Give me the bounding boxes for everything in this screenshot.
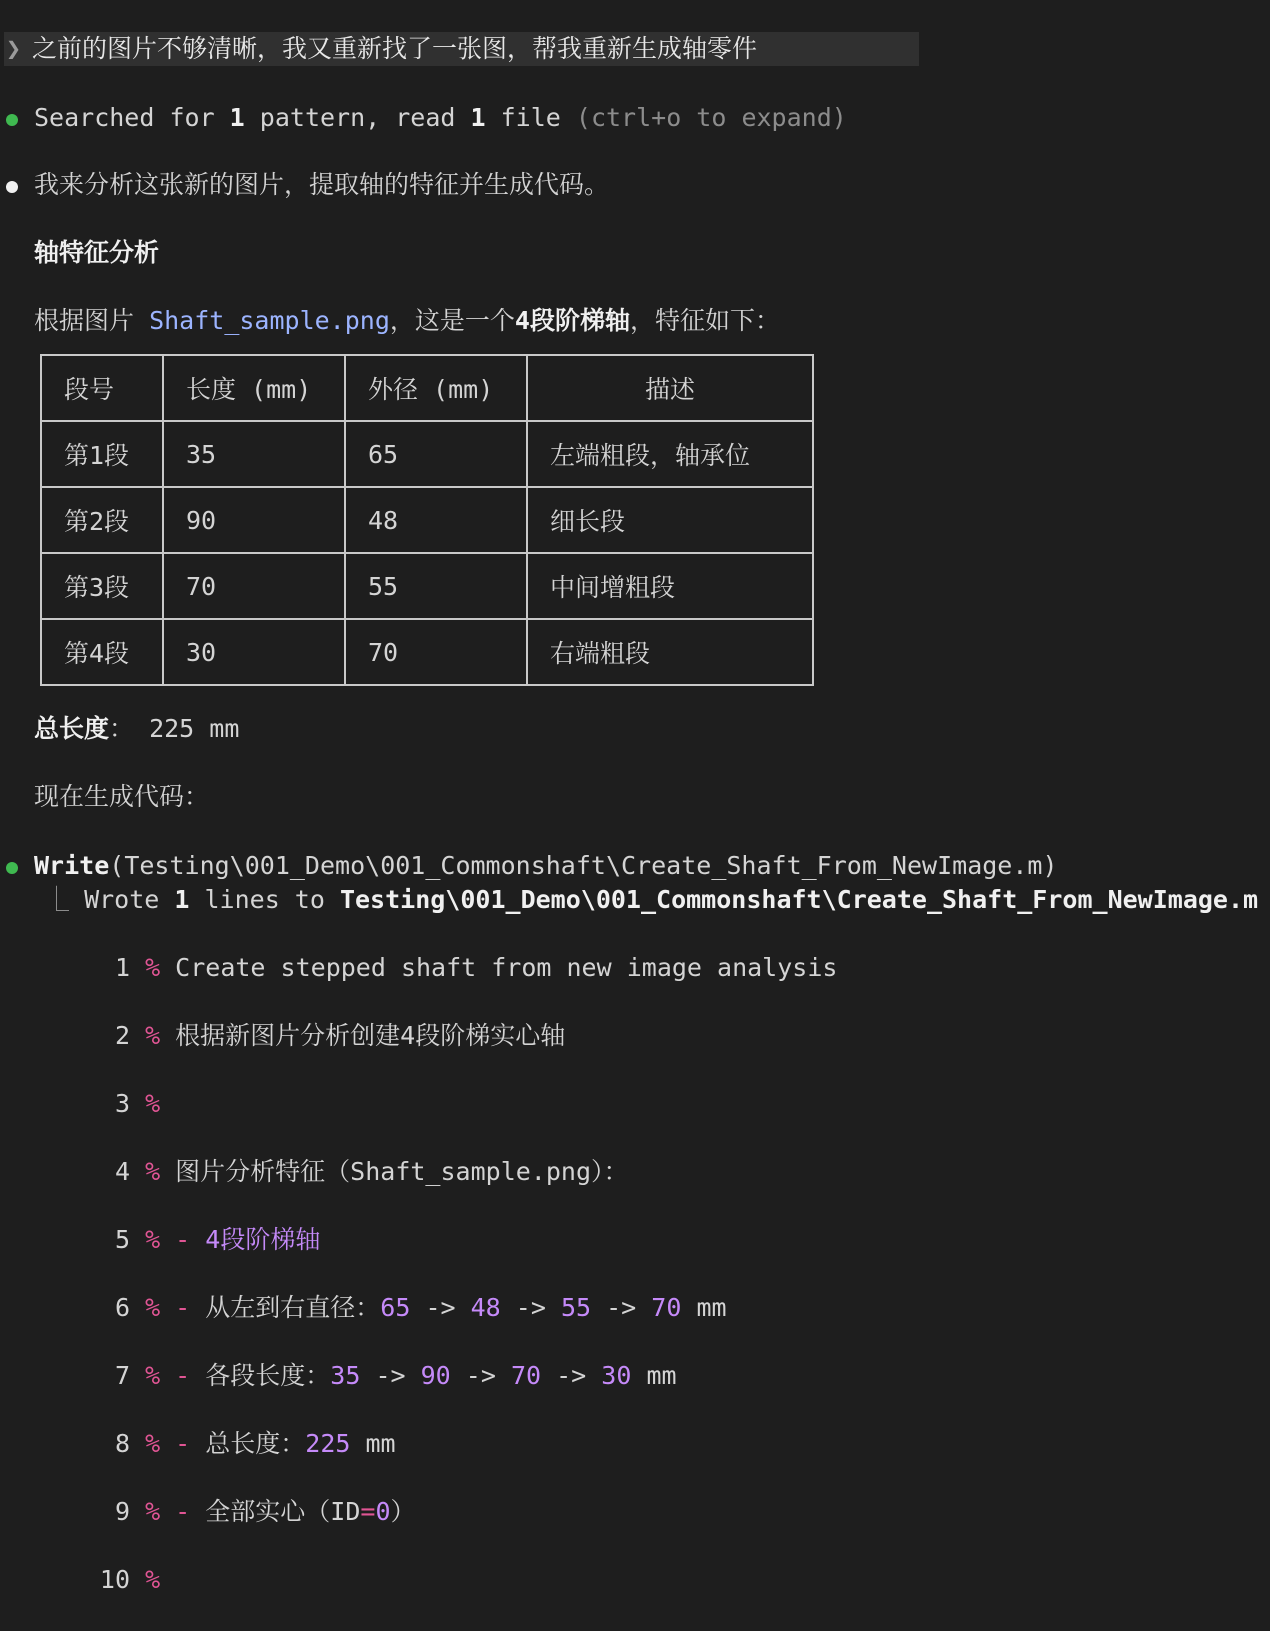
code-line: 2 % 根据新图片分析创建4段阶梯实心轴 <box>114 1021 566 1050</box>
table-row: 第4段 30 70 右端粗段 <box>41 619 813 685</box>
table-row: 第3段 70 55 中间增粗段 <box>41 553 813 619</box>
code-line: 9 % - 全部实心（ID=0） <box>114 1497 416 1526</box>
code-line: 7 % - 各段长度：35 -> 90 -> 70 -> 30 mm <box>114 1361 677 1390</box>
expand-hint: (ctrl+o to expand) <box>575 103 847 132</box>
description-line: 根据图片 Shaft_sample.png，这是一个4段阶梯轴，特征如下： <box>34 306 780 335</box>
write-result-line: ⎿ Wrote 1 lines to Testing\001_Demo\001_Commonshaft\Create_Shaft_From_NewImage.m <box>44 885 1259 914</box>
section-heading: 轴特征分析 <box>34 238 160 267</box>
prompt-text: 之前的图片不够清晰，我又重新找了一张图，帮我重新生成轴零件 <box>32 34 758 63</box>
code-preview <box>94 917 837 1631</box>
table-row: 第1段 35 65 左端粗段，轴承位 <box>41 421 813 487</box>
code-line: 10 % <box>99 1565 161 1594</box>
code-line: 5 % - 4段阶梯轴 <box>114 1225 321 1254</box>
code-line: 8 % - 总长度：225 mm <box>114 1429 396 1458</box>
prompt-chevron-icon: ❯ <box>6 34 22 63</box>
header-description: 描述 <box>527 355 813 421</box>
table-row: 第2段 90 48 细长段 <box>41 487 813 553</box>
now-generating-text: 现在生成代码： <box>34 782 210 811</box>
write-tool-line[interactable]: Write(Testing\001_Demo\001_Commonshaft\Create_Shaft_From_NewImage.m) <box>6 849 1058 883</box>
code-line: 3 % <box>114 1089 161 1118</box>
total-length: 总长度： 225 mm <box>34 714 240 743</box>
assistant-intro: 我来分析这张新的图片，提取轴的特征并生成代码。 <box>6 168 609 202</box>
tree-branch-icon: ⎿ <box>44 885 85 914</box>
header-segment: 段号 <box>41 355 163 421</box>
code-line: 1 % Create stepped shaft from new image analysis <box>114 953 838 982</box>
table-header-row <box>41 355 813 421</box>
code-line: 4 % 图片分析特征（Shaft_sample.png）： <box>114 1157 629 1186</box>
message-dot-icon <box>6 181 18 193</box>
feature-table <box>40 354 814 686</box>
header-length: 长度 (mm) <box>163 355 345 421</box>
search-tool-line[interactable]: Searched for 1 pattern, read 1 file (ctrl+o to expand) <box>6 101 847 135</box>
status-dot-icon <box>6 114 18 126</box>
user-prompt <box>4 32 919 66</box>
header-diameter: 外径 (mm) <box>345 355 527 421</box>
status-dot-icon <box>6 862 18 874</box>
file-link[interactable]: Shaft_sample.png <box>149 306 390 335</box>
code-line: 6 % - 从左到右直径：65 -> 48 -> 55 -> 70 mm <box>114 1293 727 1322</box>
